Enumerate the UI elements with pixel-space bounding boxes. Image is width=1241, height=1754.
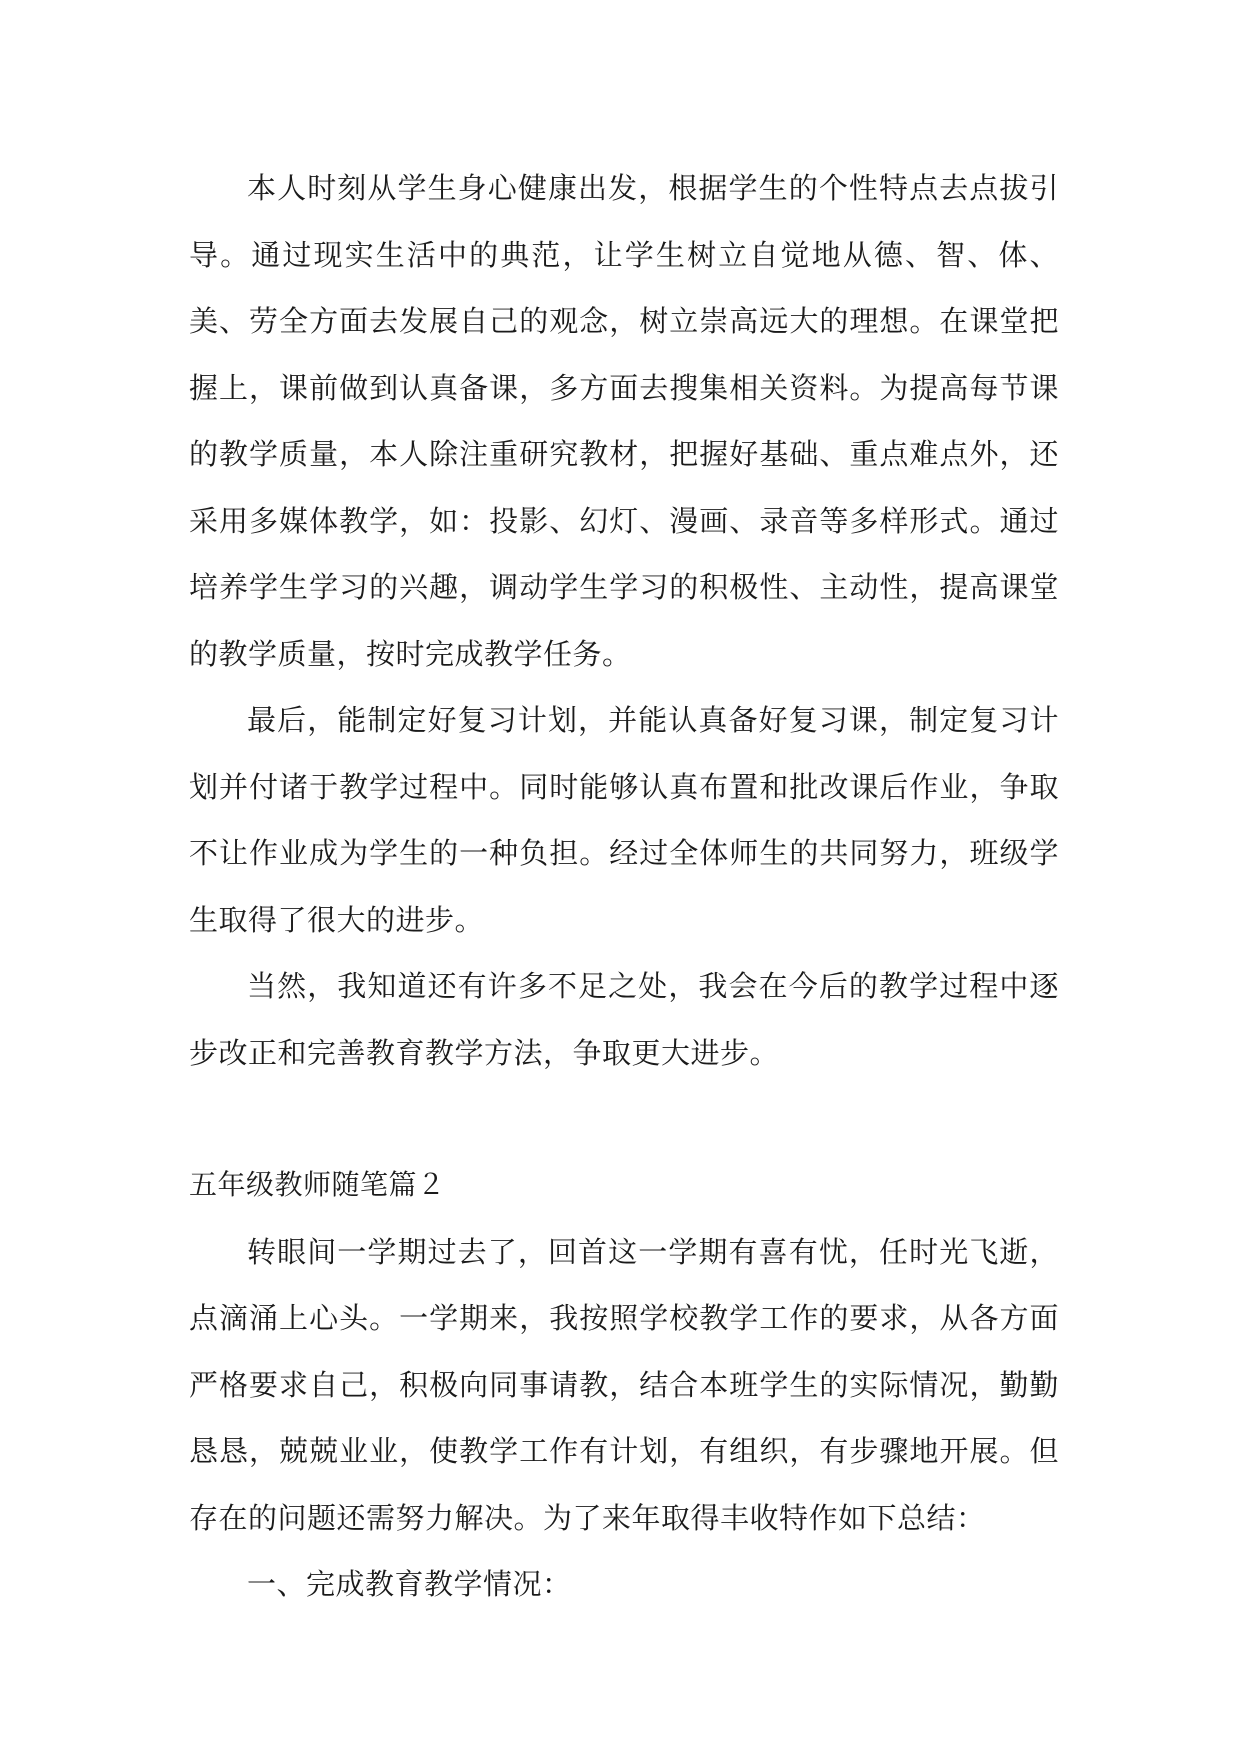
section-heading: 五年级教师随笔篇２ bbox=[189, 1168, 446, 1201]
paragraph-semester-summary: 转眼间一学期过去了，回首这一学期有喜有忧，任时光飞逝，点滴涌上心头。一学期来，我按照学校教学工作的要求，从各方面严格要求自己，积极向同事请教，结合本班学生的实际情况，勤勤恳恳，兢兢业业，使教学工作有计划，有组织，有步骤地开展。但存在的问题还需努力解决。为了来年取得丰收特作如下总结： bbox=[189, 1234, 1059, 1535]
document-page bbox=[189, 155, 1059, 1618]
list-item-education-status: 一、完成教育教学情况： bbox=[247, 1567, 572, 1601]
paragraph-improvement: 当然，我知道还有许多不足之处，我会在今后的教学过程中逐步改正和完善教育教学方法，争取更大进步。 bbox=[189, 969, 1059, 1070]
paragraph-teaching-approach: 本人时刻从学生身心健康出发，根据学生的个性特点去点拔引导。通过现实生活中的典范，让学生树立自觉地从德、智、体、美、劳全方面去发展自己的观念，树立崇高远大的理想。在课堂把握上，课前做到认真备课，多方面去搜集相关资料。为提高每节课的教学质量，本人除注重研究教材，把握好基础、重点难点外，还采用多媒体教学，如：投影、幻灯、漫画、录音等多样形式。通过培养学生学习的兴趣，调动学生学习的积极性、主动性，提高课堂的教学质量，按时完成教学任务。 bbox=[189, 171, 1059, 671]
paragraph-review-plan: 最后，能制定好复习计划，并能认真备好复习课，制定复习计划并付诸于教学过程中。同时能够认真布置和批改课后作业，争取不让作业成为学生的一种负担。经过全体师生的共同努力，班级学生取得了很大的进步。 bbox=[189, 703, 1059, 937]
